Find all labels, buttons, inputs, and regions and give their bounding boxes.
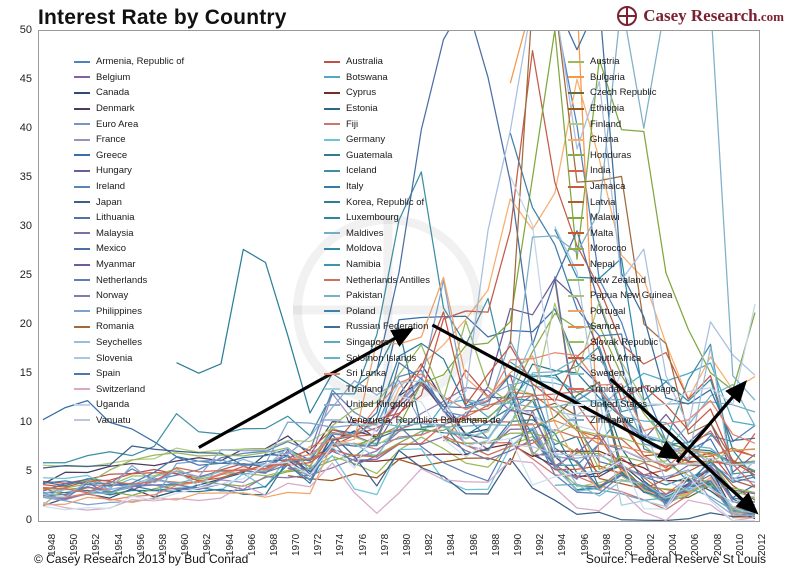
- legend-label: Korea, Republic of: [346, 196, 425, 208]
- x-axis-tick: 1974: [335, 533, 347, 556]
- x-axis-tick: 2002: [646, 533, 658, 556]
- legend-label: Namibia: [346, 259, 381, 271]
- x-axis-tick: 1958: [157, 533, 169, 556]
- x-axis-tick: 1950: [69, 533, 81, 556]
- brand-suffix: .com: [757, 9, 784, 24]
- legend-label: Estonia: [346, 103, 378, 115]
- legend-label: United Kingdom: [346, 399, 414, 411]
- legend-label: Fiji: [346, 118, 359, 130]
- x-axis-tick: 1964: [224, 533, 236, 556]
- legend-label: Norway: [96, 290, 129, 302]
- legend-label: Switzerland: [96, 383, 146, 395]
- legend-label: Australia: [346, 56, 383, 68]
- legend-label: Bulgaria: [590, 71, 625, 83]
- legend-label: Ethiopia: [590, 103, 625, 115]
- legend-label: Italy: [346, 181, 364, 193]
- legend-label: Honduras: [590, 149, 632, 161]
- y-axis-tick: 5: [25, 465, 32, 477]
- y-axis-tick: 30: [19, 220, 32, 232]
- legend-label: Armenia, Republic of: [96, 56, 185, 68]
- y-axis-tick: 20: [19, 318, 32, 330]
- legend-label: France: [96, 134, 126, 146]
- legend-label: India: [590, 165, 611, 177]
- legend-label: Thailand: [346, 383, 383, 395]
- x-axis-tick: 1982: [424, 533, 436, 556]
- legend-label: Cyprus: [346, 87, 377, 99]
- legend-label: Netherlands Antilles: [346, 274, 430, 286]
- chart-canvas: [39, 31, 759, 521]
- x-axis-tick: 2008: [712, 533, 724, 556]
- x-axis-tick: 1992: [535, 533, 547, 556]
- legend-label: Mexico: [96, 243, 127, 255]
- y-axis-tick: 45: [19, 73, 32, 85]
- legend-label: South Africa: [590, 352, 642, 364]
- legend-label: Venezuela, Republica Bolivariana de: [346, 414, 501, 426]
- legend-label: Jamaica: [590, 181, 626, 193]
- brand-logo: [617, 6, 784, 26]
- legend-label: Guatemala: [346, 149, 393, 161]
- x-axis-tick: 1998: [601, 533, 613, 556]
- legend-label: Uganda: [96, 399, 130, 411]
- legend-label: Myanmar: [96, 259, 136, 271]
- x-axis-tick: 2004: [668, 533, 680, 556]
- legend-label: Papua New Guinea: [590, 290, 673, 302]
- legend-label: Ghana: [590, 134, 619, 146]
- legend-label: Euro Area: [96, 118, 139, 130]
- series-line: [43, 280, 755, 504]
- x-axis-tick: 1988: [490, 533, 502, 556]
- legend-label: Trinidad and Tobago: [590, 383, 677, 395]
- legend-label: Luxembourg: [346, 212, 399, 224]
- series-line: [555, 229, 755, 479]
- legend-label: Zimbabwe: [590, 414, 634, 426]
- x-axis-tick: 1968: [268, 533, 280, 556]
- legend-label: Philippines: [96, 305, 142, 317]
- legend-label: Pakistan: [346, 290, 383, 302]
- legend-label: Lithuania: [96, 212, 135, 224]
- x-axis-tick: 1980: [402, 533, 413, 556]
- legend-label: Singapore: [346, 336, 390, 348]
- legend-label: Sri Lanka: [346, 368, 387, 380]
- legend-label: Russian Federation: [346, 321, 429, 333]
- legend-label: Samoa: [590, 321, 621, 333]
- y-axis-tick: 50: [19, 24, 32, 36]
- legend-label: Czech Republic: [590, 87, 657, 99]
- x-axis-tick: 1948: [47, 533, 58, 556]
- x-axis-tick: 1972: [313, 533, 325, 556]
- x-axis-tick: 1990: [512, 533, 524, 556]
- legend-label: Malaysia: [96, 227, 134, 239]
- x-axis-tick: 1978: [379, 533, 391, 556]
- x-axis-tick: 1952: [91, 533, 103, 556]
- legend-label: Moldova: [346, 243, 382, 255]
- legend-label: Portugal: [590, 305, 626, 317]
- legend-label: Spain: [96, 368, 121, 380]
- legend-label: Ireland: [96, 181, 126, 193]
- legend-label: Japan: [96, 196, 122, 208]
- plot-wrapper: [38, 30, 760, 522]
- legend-label: Botswana: [346, 71, 388, 83]
- legend-label: Seychelles: [96, 336, 142, 348]
- legend-label: Vanuatu: [96, 414, 131, 426]
- footer-copyright: © Casey Research 2013 by Bud Conrad: [34, 552, 249, 566]
- brand-main: Casey Research: [643, 6, 758, 25]
- legend-label: Nepal: [590, 259, 615, 271]
- legend-label: Slovak Republic: [590, 336, 659, 348]
- y-axis-tick: 25: [19, 269, 32, 281]
- y-axis-tick: 35: [19, 171, 32, 183]
- y-axis-tick: 10: [19, 416, 32, 428]
- series-line: [355, 31, 756, 446]
- legend-label: Finland: [590, 118, 622, 130]
- x-axis-tick: 1962: [202, 533, 214, 556]
- legend-label: Malawi: [590, 212, 620, 224]
- brand-text: [643, 6, 784, 26]
- legend-label: Malta: [590, 227, 614, 239]
- x-axis-tick: 2010: [734, 533, 746, 556]
- y-axis-tick: 0: [25, 514, 32, 526]
- x-axis-tick: 1966: [246, 533, 258, 556]
- legend-label: Romania: [96, 321, 135, 333]
- plot-area: [38, 30, 760, 522]
- globe-icon: [617, 6, 637, 26]
- x-axis-tick: 1986: [468, 533, 480, 556]
- x-axis-tick: 1954: [113, 533, 125, 556]
- y-axis-tick: 15: [19, 367, 32, 379]
- legend-label: Greece: [96, 149, 128, 161]
- legend-label: Canada: [96, 87, 130, 99]
- x-axis-tick: 2006: [690, 533, 702, 556]
- legend-label: Solomon Islands: [346, 352, 417, 364]
- x-axis-tick: 2000: [623, 533, 635, 556]
- x-axis-tick: 1984: [446, 533, 458, 556]
- x-axis-tick: 1956: [135, 533, 147, 556]
- legend-label: Denmark: [96, 103, 135, 115]
- legend-label: New Zealand: [590, 274, 646, 286]
- x-axis-tick: 1976: [357, 533, 369, 556]
- legend-label: Slovenia: [96, 352, 133, 364]
- legend-label: Poland: [346, 305, 376, 317]
- legend-label: Maldives: [346, 227, 384, 239]
- legend-label: Netherlands: [96, 274, 148, 286]
- legend-label: Austria: [590, 56, 620, 68]
- legend-label: Belgium: [96, 71, 131, 83]
- x-axis-tick: 1994: [557, 533, 569, 556]
- legend-label: Latvia: [590, 196, 616, 208]
- page-title: Interest Rate by Country: [38, 6, 287, 29]
- legend-label: United States: [590, 399, 648, 411]
- x-axis-tick: 1960: [180, 533, 192, 556]
- x-axis-tick: 1970: [291, 533, 303, 556]
- x-axis-tick: 2012: [757, 533, 768, 556]
- series-line: [43, 172, 755, 474]
- legend-label: Hungary: [96, 165, 132, 177]
- x-axis-tick: 1996: [579, 533, 591, 556]
- footer-source: Source: Federal Reserve St Louis: [585, 552, 766, 566]
- legend-label: Iceland: [346, 165, 377, 177]
- legend-label: Sweden: [590, 368, 625, 380]
- legend-label: Germany: [346, 134, 386, 146]
- legend-label: Morocco: [590, 243, 627, 255]
- y-axis-tick: 40: [19, 122, 32, 134]
